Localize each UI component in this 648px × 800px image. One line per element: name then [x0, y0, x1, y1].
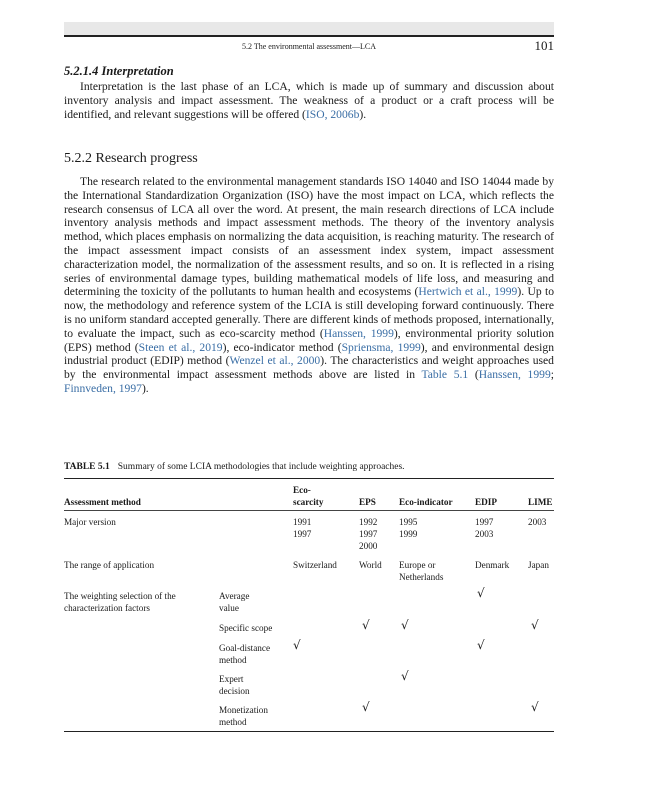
text-run: ), and environmental design industrial product (EDIP) method (: [64, 340, 554, 368]
major-eps-3: 2000: [359, 541, 378, 551]
row-label-weighting-2: characterization factors: [64, 603, 150, 613]
col-header-method: Assessment method: [64, 497, 141, 507]
major-eps-1: 1992: [359, 517, 378, 527]
sub-monetization-1: Monetization: [219, 705, 268, 715]
check-lime-money: √: [531, 700, 539, 714]
range-eco-indicator-2: Netherlands: [399, 572, 444, 582]
table-link[interactable]: Table 5.1: [421, 368, 469, 382]
header-band: [64, 22, 554, 35]
range-eco-scarcity: Switzerland: [293, 560, 337, 570]
table-label: TABLE 5.1: [64, 462, 110, 472]
major-eps-2: 1997: [359, 529, 378, 539]
check-eps-money: √: [362, 700, 370, 714]
table-header-rule: [64, 510, 554, 511]
table-caption: [64, 462, 405, 472]
col-header-eco-scarcity-2: scarcity: [293, 497, 324, 507]
sub-goal-distance-2: method: [219, 655, 247, 665]
row-label-major-version: Major version: [64, 517, 116, 527]
page-number: 101: [534, 38, 554, 53]
check-ecoind-scope: √: [401, 618, 409, 632]
sub-specific-scope: Specific scope: [219, 623, 273, 633]
text-run: ).: [141, 381, 149, 395]
interpretation-heading: 5.2.1.4 Interpretation: [64, 64, 174, 78]
running-head: 5.2 The environmental assessment—LCA: [241, 42, 377, 51]
text-run: ), eco-indicator method (: [222, 340, 342, 354]
sub-average-value-1: Average: [219, 591, 250, 601]
citation-link[interactable]: Hanssen, 1999: [323, 326, 394, 340]
research-progress-heading: 5.2.2 Research progress: [64, 151, 198, 166]
text-run: Interpretation is the last phase of an LCA, which is made up of summary and discussion about inventory analysis and impact assessment. The weakness of a product or a craft process will be identified, and relevant suggestions will be offered (: [64, 80, 554, 121]
major-eco-scarcity-2: 1997: [293, 529, 312, 539]
row-label-range: The range of application: [64, 560, 155, 570]
table-caption-text: Summary of some LCIA methodologies that include weighting approaches.: [117, 462, 405, 472]
text-run: ).: [359, 107, 367, 121]
major-eco-scarcity-1: 1991: [293, 517, 312, 527]
header-rule: [64, 35, 554, 37]
sub-monetization-2: method: [219, 717, 247, 727]
col-header-eco-indicator: Eco-indicator: [399, 497, 453, 507]
sub-average-value-2: value: [219, 603, 239, 613]
research-paragraph: [64, 175, 554, 396]
text-run: ;: [550, 368, 554, 382]
check-edip-goal: √: [477, 638, 485, 652]
sub-goal-distance-1: Goal-distance: [219, 643, 271, 653]
text-run: ). Up to now, the methodology and reference system of the LCIA is still developing forward continuously. There is no uniform standard accepted generally. There are different kinds of methods proposed, internationally, to evaluate the impact, such as eco-scarcity method (: [64, 285, 554, 340]
col-header-eco-scarcity-1: Eco-: [293, 485, 311, 495]
range-edip: Denmark: [475, 560, 510, 570]
major-edip-2: 2003: [475, 529, 494, 539]
major-eco-indicator-1: 1995: [399, 517, 418, 527]
check-eco-goal: √: [293, 638, 301, 652]
text-run: ). The characteristics and weight approaches used by the environmental impact assessment methods above are listed in: [64, 354, 554, 382]
sub-expert-decision-2: decision: [219, 686, 250, 696]
citation-link[interactable]: Spriensma, 1999: [341, 340, 421, 354]
check-edip-average: √: [477, 586, 485, 600]
major-eco-indicator-2: 1999: [399, 529, 418, 539]
text-run: ), environmental priority solution (EPS) method (: [64, 326, 554, 354]
col-header-edip: EDIP: [475, 497, 497, 507]
major-lime: 2003: [528, 517, 547, 527]
citation-link[interactable]: Steen et al., 2019: [138, 340, 223, 354]
citation-link[interactable]: Finnveden, 1997: [64, 381, 142, 395]
interpretation-paragraph: [64, 80, 554, 121]
table-top-rule: [64, 478, 554, 479]
range-lime: Japan: [528, 560, 549, 570]
citation-link[interactable]: Wenzel et al., 2000: [229, 354, 321, 368]
major-edip-1: 1997: [475, 517, 494, 527]
row-label-weighting-1: The weighting selection of the: [64, 591, 176, 601]
range-eco-indicator-1: Europe or: [399, 560, 436, 570]
citation-link[interactable]: Hanssen, 1999: [478, 368, 551, 382]
sub-expert-decision-1: Expert: [219, 674, 244, 684]
col-header-eps: EPS: [359, 497, 376, 507]
check-eps-scope: √: [362, 618, 370, 632]
citation-link[interactable]: ISO, 2006b: [305, 107, 360, 121]
text-run: (: [468, 368, 479, 382]
range-eps: World: [359, 560, 382, 570]
col-header-lime: LIME: [528, 497, 553, 507]
check-ecoind-expert: √: [401, 669, 409, 683]
table-bottom-rule: [64, 731, 554, 732]
citation-link[interactable]: Hertwich et al., 1999: [418, 285, 518, 299]
text-run: The research related to the environmental management standards ISO 14040 and ISO 14044 made by the International Standardization Organization (ISO) have the most impact on LCA, which reflects the research consensus of LCA all over the word. At present, the main research directions of LCA include inventory analysis methods and impact assessment methods. The theory of the inventory analysis method, which places emphasis on normalizing the data acquisition, is reaching maturity. The research of the impact assessment impact consists of an assessment index system, impact assessment characterization model, the normalization of the assessment results, and so on. It is reflected in a rising series of environmental damage types, building mathematical models of life loss, and measuring and determining the toxicity of the pollutants to human health and ecosystems (: [64, 175, 554, 299]
check-lime-scope: √: [531, 618, 539, 632]
